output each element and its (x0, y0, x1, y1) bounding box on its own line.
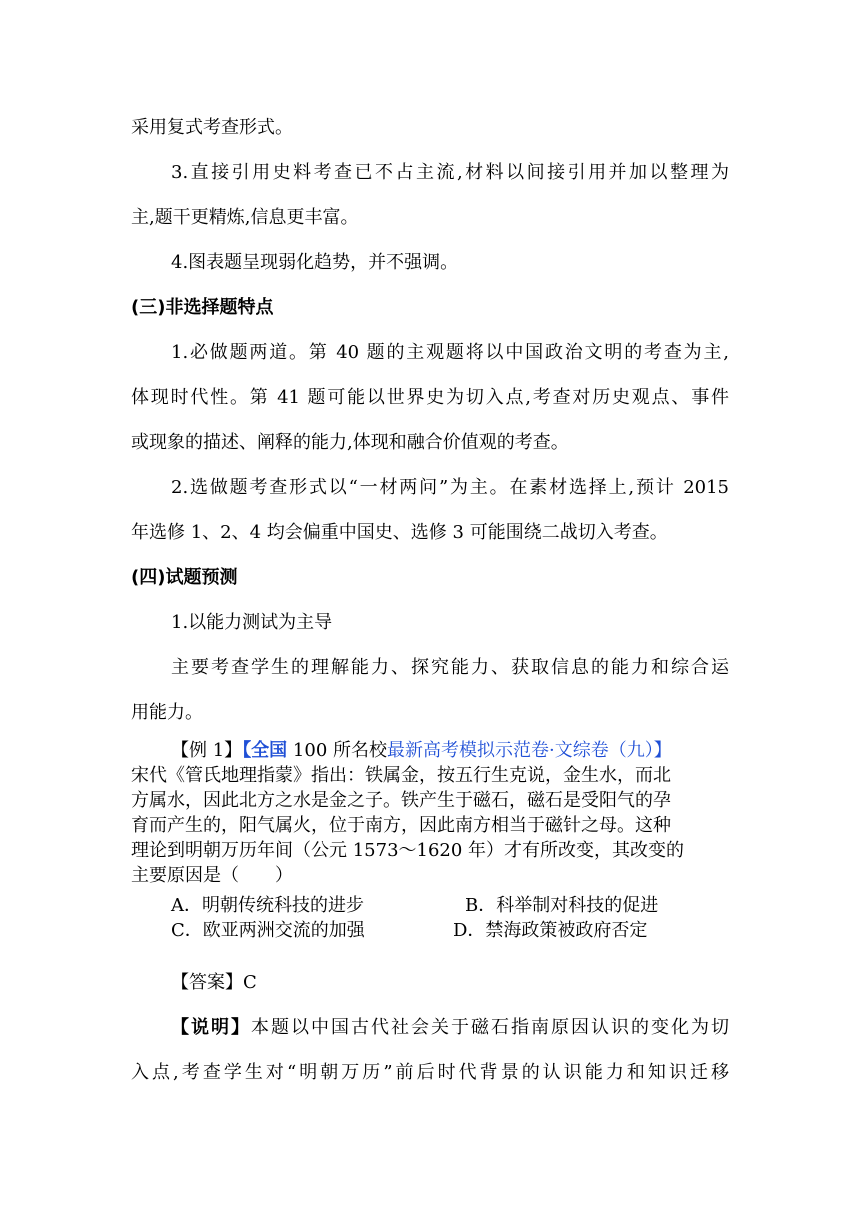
paragraph-line: 1.以能力测试为主导 (171, 612, 333, 633)
example-line: 宋代《管氏地理指蒙》指出：铁属金，按五行生克说，金生水，而北 (131, 765, 671, 786)
example-line: 方属水，因此北方之水是金之子。铁产生于磁石，磁石是受阳气的孕 (131, 790, 671, 811)
paragraph-line: 年选修 1、2、4 均会偏重中国史、选修 3 可能围绕二战切入考查。 (131, 522, 668, 543)
option-b: B．科举制对科技的促进 (465, 895, 659, 916)
example-header (171, 739, 672, 763)
paragraph-text: 体现时代性。第 41 题可能以世界史为切入点,考查对历史观点、事件 (131, 387, 729, 408)
example-line: 理论到明朝万历年间（公元 1573～1620 年）才有所改变，其改变的 (131, 840, 685, 861)
paragraph-text: 主要考查学生的理解能力、探究能力、获取信息的能力和综合运 (171, 657, 729, 678)
explain-line (131, 1061, 729, 1085)
paragraph-line: 或现象的描述、阐释的能力,体现和融合价值观的考查。 (131, 432, 569, 453)
explain-text (171, 1016, 729, 1040)
explain-label: 【说明】 (171, 1017, 251, 1038)
paragraph-text: 1.必做题两道。第 40 题的主观题将以中国政治文明的考查为主, (171, 342, 729, 363)
paragraph-line: 用能力。 (131, 702, 203, 723)
example-source-c: 最新高考模拟示范卷·文综卷（九）】 (387, 740, 672, 761)
explain-text-2: 入点,考查学生对“明朝万历”前后时代背景的认识能力和知识迁移 (131, 1062, 729, 1083)
paragraph-line (131, 386, 729, 410)
paragraph-line (171, 476, 729, 500)
paragraph-line (171, 161, 729, 185)
example-prefix: 【例 1】 (171, 740, 243, 761)
paragraph-text: 3.直接引用史料考查已不占主流,材料以间接引用并加以整理为 (171, 162, 729, 183)
example-source-a: 【全国 (242, 740, 288, 761)
explain-line (171, 1016, 729, 1040)
paragraph-line (171, 656, 729, 680)
section-heading: (四)试题预测 (131, 567, 238, 588)
example-source-b: 100 所名校 (287, 740, 387, 761)
option-a: A．明朝传统科技的进步 (171, 895, 364, 916)
paragraph-line (171, 341, 729, 365)
section-heading: (三)非选择题特点 (131, 297, 274, 318)
option-c: C．欧亚两洲交流的加强 (171, 920, 365, 941)
explain-text-1: 本题以中国古代社会关于磁石指南原因认识的变化为切 (251, 1017, 729, 1038)
example-line: 育而产生的，阳气属火，位于南方，因此南方相当于磁针之母。这种 (131, 815, 671, 836)
example-line: 主要原因是（ ） (131, 865, 293, 886)
paragraph-line: 采用复式考查形式。 (131, 117, 293, 138)
option-d: D．禁海政策被政府否定 (453, 920, 648, 941)
paragraph-line: 4.图表题呈现弱化趋势，并不强调。 (171, 252, 459, 273)
answer-line: 【答案】C (171, 972, 257, 993)
paragraph-text: 2.选做题考查形式以“一材两问”为主。在素材选择上,预计 2015 (171, 477, 729, 498)
paragraph-line: 主,题干更精炼,信息更丰富。 (131, 207, 359, 228)
